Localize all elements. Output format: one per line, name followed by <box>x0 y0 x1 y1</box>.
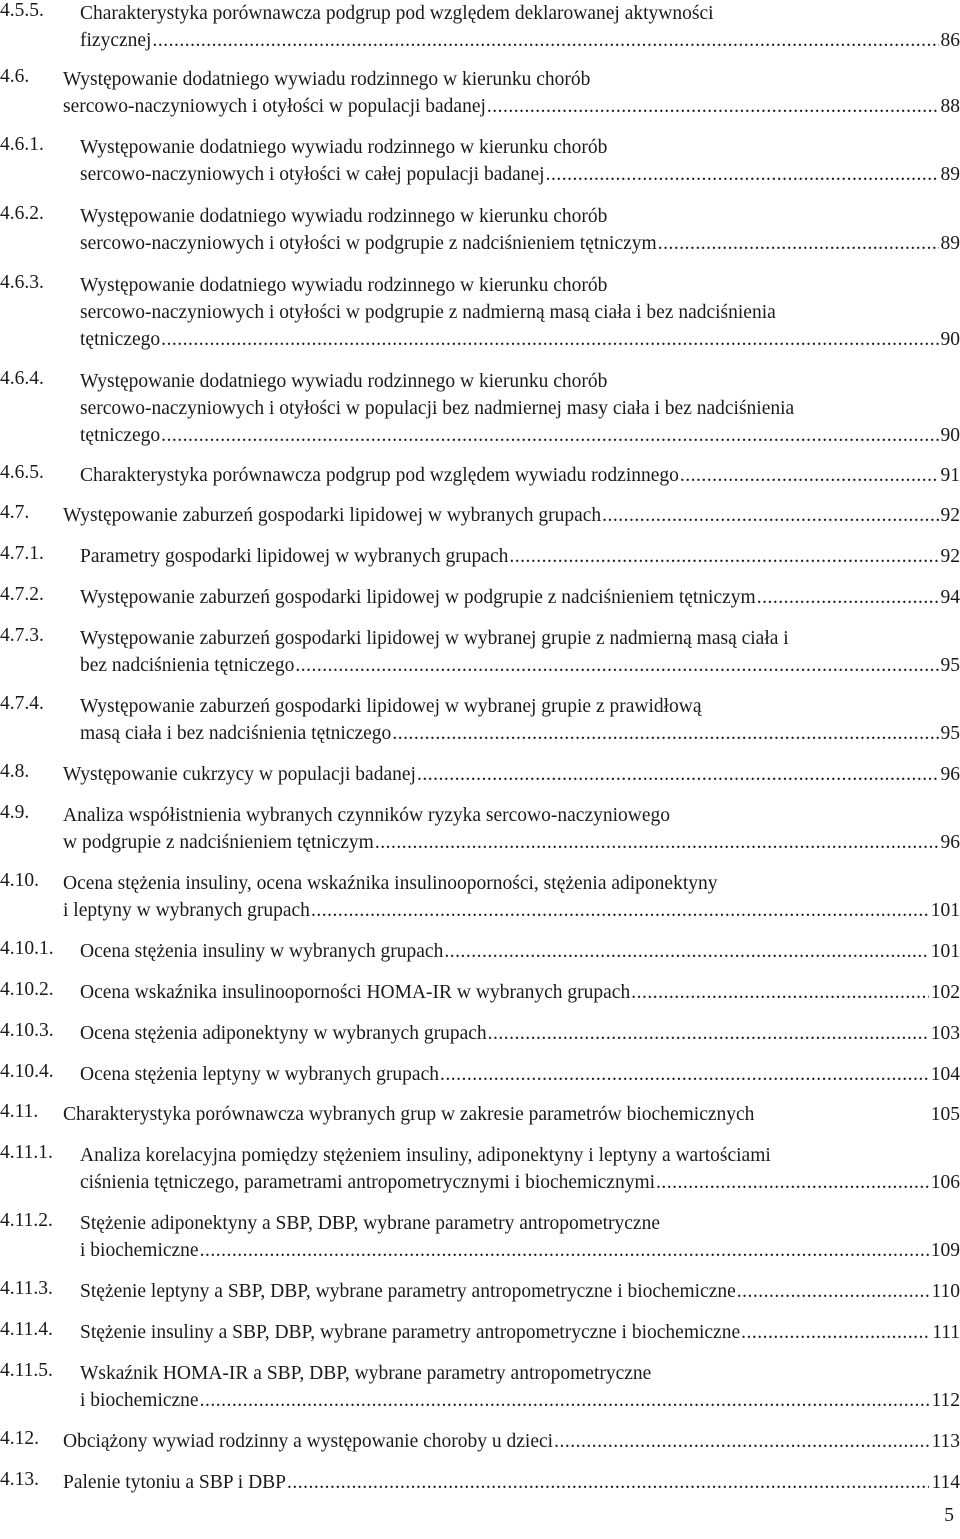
toc-entry-title-line: sercowo-naczyniowych i otyłości w populacji badanej <box>63 96 486 117</box>
toc-entry-page: 95 <box>940 723 960 744</box>
toc-entry-title-line: Występowanie cukrzycy w populacji badanej <box>63 764 416 785</box>
toc-entry-number: 4.11.4. <box>0 1319 53 1340</box>
toc-entry-page: 112 <box>931 1390 960 1411</box>
toc-entry-title-line: Występowanie dodatniego wywiadu rodzinnego w kierunku chorób <box>80 371 608 392</box>
toc-entry-title-line: i biochemiczne <box>80 1390 199 1411</box>
toc-entry-page: 95 <box>940 655 960 676</box>
toc-entry-title-line: Charakterystyka porównawcza wybranych grup w zakresie parametrów biochemicznych <box>63 1104 755 1125</box>
toc-entry-page: 106 <box>930 1172 960 1193</box>
toc-dot-leader <box>656 1169 929 1196</box>
toc-dot-leader <box>161 326 938 353</box>
toc-dot-leader <box>546 161 939 188</box>
toc-entry-title-line: Parametry gospodarki lipidowej w wybranych grupach <box>80 546 509 567</box>
toc-entry-number: 4.6. <box>0 66 30 87</box>
toc-entry-number: 4.5.5. <box>0 0 44 21</box>
toc-entry-page: 103 <box>930 1023 960 1044</box>
toc-entry-number: 4.9. <box>0 802 30 823</box>
toc-entry-page: 89 <box>940 233 960 254</box>
toc-entry-title-line: tętniczego <box>80 425 161 446</box>
toc-dot-leader <box>737 1278 930 1305</box>
toc-entry-title-line: Występowanie dodatniego wywiadu rodzinnego w kierunku chorób <box>80 275 608 296</box>
toc-entry-number: 4.6.2. <box>0 203 44 224</box>
toc-dot-leader <box>161 422 938 449</box>
toc-entry-title-line: tętniczego <box>80 329 161 350</box>
toc-entry-page: 113 <box>931 1431 960 1452</box>
toc-entry-title-line: fizycznej <box>80 30 152 51</box>
toc-entry-number: 4.6.4. <box>0 368 44 389</box>
toc-entry-number: 4.11.1. <box>0 1142 53 1163</box>
toc-dot-leader <box>287 1469 929 1496</box>
toc-entry-title-line: sercowo-naczyniowych i otyłości w populacji bez nadmiernej masy ciała i bez nadciśnienia <box>80 398 795 419</box>
toc-entry-number: 4.10.4. <box>0 1061 54 1082</box>
toc-entry-title-line: w podgrupie z nadciśnieniem tętniczym <box>63 832 374 853</box>
toc-dot-leader <box>440 1061 929 1088</box>
toc-entry-title-line: Analiza współistnienia wybranych czynników ryzyka sercowo-naczyniowego <box>63 805 671 826</box>
toc-dot-leader <box>509 543 938 570</box>
toc-dot-leader <box>152 27 938 54</box>
toc-entry-title-line: Analiza korelacyjna pomiędzy stężeniem insuliny, adiponektyny i leptyny a wartościami <box>80 1145 771 1166</box>
toc-entry-page: 110 <box>931 1281 960 1302</box>
toc-entry-number: 4.10.1. <box>0 938 54 959</box>
toc-entry-title-line: Charakterystyka porównawcza podgrup pod względem deklarowanej aktywności <box>80 3 714 24</box>
toc-entry-page: 101 <box>930 900 960 921</box>
toc-dot-leader <box>392 720 938 747</box>
toc-entry-title-line: Występowanie dodatniego wywiadu rodzinnego w kierunku chorób <box>80 206 608 227</box>
toc-entry-title-line: Wskaźnik HOMA-IR a SBP, DBP, wybrane parametry antropometryczne <box>80 1363 652 1384</box>
toc-entry-number: 4.7.4. <box>0 693 44 714</box>
toc-entry-number: 4.10.2. <box>0 979 54 1000</box>
toc-entry-title-line: Występowanie zaburzeń gospodarki lipidowej w podgrupie z nadciśnieniem tętniczym <box>80 587 756 608</box>
toc-entry-title-line: Ocena stężenia leptyny w wybranych grupach <box>80 1064 439 1085</box>
toc-entry-page: 114 <box>931 1472 960 1493</box>
toc-entry-title-line: Występowanie dodatniego wywiadu rodzinnego w kierunku chorób <box>63 69 591 90</box>
toc-entry-page: 96 <box>940 764 960 785</box>
toc-entry-page: 90 <box>940 329 960 350</box>
toc-dot-leader <box>295 652 938 679</box>
toc-entry-page: 111 <box>932 1322 960 1343</box>
toc-dot-leader <box>554 1428 929 1455</box>
toc-entry-page: 88 <box>940 96 960 117</box>
toc-entry-title-line: Ocena stężenia adiponektyny w wybranych grupach <box>80 1023 487 1044</box>
toc-entry-number: 4.6.1. <box>0 134 44 155</box>
toc-entry-title-line: ciśnienia tętniczego, parametrami antropometrycznymi i biochemicznymi <box>80 1172 656 1193</box>
toc-entry-title-line: Obciążony wywiad rodzinny a występowanie choroby u dzieci <box>63 1431 554 1452</box>
toc-entry-page: 92 <box>940 546 960 567</box>
toc-entry-title-line: masą ciała i bez nadciśnienia tętniczego <box>80 723 392 744</box>
toc-entry-number: 4.13. <box>0 1469 39 1490</box>
toc-entry-page: 102 <box>930 982 960 1003</box>
toc-entry-page: 90 <box>940 425 960 446</box>
toc-dot-leader <box>680 462 939 489</box>
toc-dot-leader <box>741 1319 930 1346</box>
toc-entry-number: 4.7. <box>0 502 30 523</box>
toc-dot-leader <box>757 584 939 611</box>
toc-entry-title-line: Stężenie leptyny a SBP, DBP, wybrane parametry antropometryczne i biochemiczne <box>80 1281 736 1302</box>
toc-entry-title-line: Występowanie zaburzeń gospodarki lipidowej w wybranej grupie z prawidłową <box>80 696 702 717</box>
toc-entry-number: 4.11. <box>0 1101 39 1122</box>
toc-dot-leader <box>658 230 939 257</box>
toc-entry-page: 105 <box>930 1104 960 1125</box>
toc-entry-number: 4.6.5. <box>0 462 44 483</box>
toc-entry-title-line: Ocena stężenia insuliny, ocena wskaźnika insulinooporności, stężenia adiponektyny <box>63 873 718 894</box>
toc-entry-number: 4.10. <box>0 870 39 891</box>
toc-entry-title-line: sercowo-naczyniowych i otyłości w podgrupie z nadmierną masą ciała i bez nadciśnienia <box>80 302 776 323</box>
toc-dot-leader <box>602 502 938 529</box>
toc-dot-leader <box>487 93 939 120</box>
toc-entry-title-line: Stężenie adiponektyny a SBP, DBP, wybrane parametry antropometryczne <box>80 1213 660 1234</box>
toc-entry-title-line: Występowanie zaburzeń gospodarki lipidowej w wybranej grupie z nadmierną masą ciała i <box>80 628 789 649</box>
toc-dot-leader <box>417 761 939 788</box>
toc-entry-title-line: Palenie tytoniu a SBP i DBP <box>63 1472 287 1493</box>
toc-entry-title-line: bez nadciśnienia tętniczego <box>80 655 295 676</box>
toc-entry-number: 4.11.3. <box>0 1278 53 1299</box>
toc-dot-leader <box>311 897 929 924</box>
toc-entry-title-line: sercowo-naczyniowych i otyłości w całej populacji badanej <box>80 164 545 185</box>
toc-dot-leader <box>631 979 929 1006</box>
toc-entry-number: 4.12. <box>0 1428 39 1449</box>
toc-entry-page: 96 <box>940 832 960 853</box>
toc-entry-number: 4.7.2. <box>0 584 44 605</box>
toc-entry-page: 104 <box>930 1064 960 1085</box>
toc-entry-number: 4.10.3. <box>0 1020 54 1041</box>
toc-entry-title-line: i leptyny w wybranych grupach <box>63 900 310 921</box>
toc-entry-title-line: Występowanie zaburzeń gospodarki lipidowej w wybranych grupach <box>63 505 602 526</box>
toc-entry-number: 4.7.1. <box>0 543 44 564</box>
toc-entry-page: 92 <box>940 505 960 526</box>
page-number: 5 <box>944 1505 954 1526</box>
toc-entry-page: 101 <box>930 941 960 962</box>
toc-entry-title-line: Charakterystyka porównawcza podgrup pod względem wywiadu rodzinnego <box>80 465 679 486</box>
toc-entry-title-line: Ocena wskaźnika insulinooporności HOMA-IR w wybranych grupach <box>80 982 631 1003</box>
toc-dot-leader <box>444 938 928 965</box>
toc-dot-leader <box>200 1387 930 1414</box>
toc-entry-title-line: i biochemiczne <box>80 1240 199 1261</box>
toc-entry-title-line: sercowo-naczyniowych i otyłości w podgrupie z nadciśnieniem tętniczym <box>80 233 657 254</box>
toc-dot-leader <box>200 1237 929 1264</box>
toc-entry-number: 4.6.3. <box>0 272 44 293</box>
toc-entry-title-line: Występowanie dodatniego wywiadu rodzinnego w kierunku chorób <box>80 137 608 158</box>
toc-entry-number: 4.7.3. <box>0 625 44 646</box>
toc-entry-page: 86 <box>940 30 960 51</box>
toc-entry-page: 91 <box>940 465 960 486</box>
toc-entry-page: 94 <box>940 587 960 608</box>
toc-entry-title-line: Stężenie insuliny a SBP, DBP, wybrane parametry antropometryczne i biochemiczne <box>80 1322 741 1343</box>
toc-dot-leader <box>375 829 939 856</box>
toc-entry-number: 4.8. <box>0 761 30 782</box>
toc-entry-title-line: Ocena stężenia insuliny w wybranych grupach <box>80 941 444 962</box>
toc-dot-leader <box>488 1020 929 1047</box>
toc-entry-page: 109 <box>930 1240 960 1261</box>
toc-entry-number: 4.11.2. <box>0 1210 53 1231</box>
toc-entry-page: 89 <box>940 164 960 185</box>
toc-entry-number: 4.11.5. <box>0 1360 53 1381</box>
